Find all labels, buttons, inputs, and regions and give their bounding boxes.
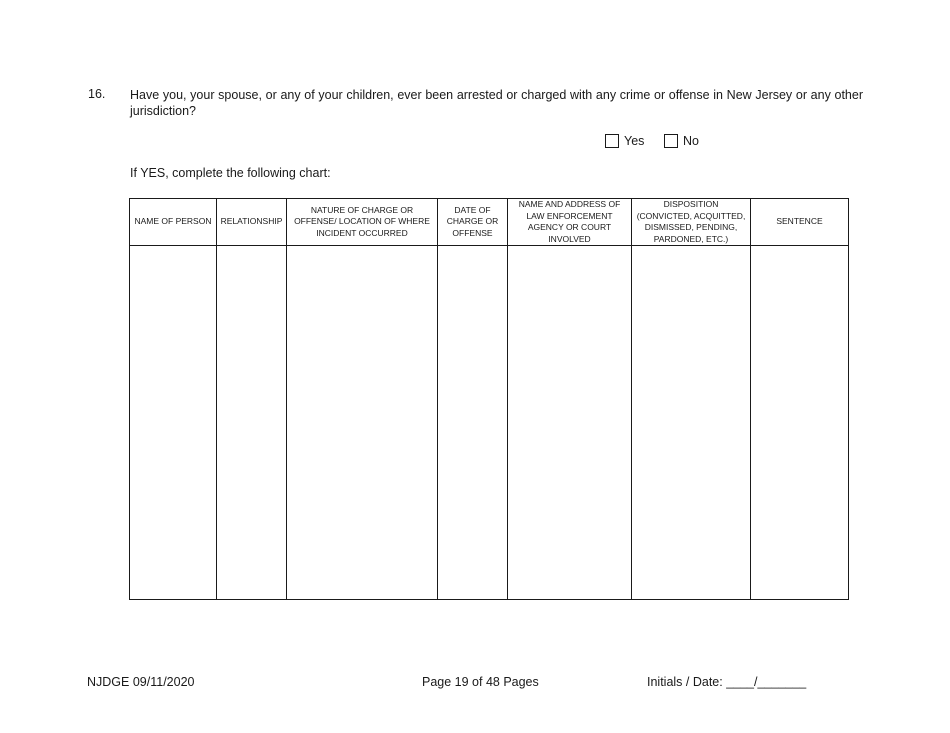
no-label: No (683, 134, 699, 148)
yes-label: Yes (624, 134, 645, 148)
footer-page-number: Page 19 of 48 Pages (422, 675, 539, 689)
no-choice[interactable] (664, 134, 699, 148)
header-law-enforcement-agency: NAME AND ADDRESS OF LAW ENFORCEMENT AGENCY OR COURT INVOLVED (508, 199, 632, 246)
yes-checkbox[interactable] (605, 134, 619, 148)
table-header-row (130, 199, 849, 246)
no-checkbox[interactable] (664, 134, 678, 148)
yes-choice[interactable] (605, 134, 644, 148)
cell-date-of-charge[interactable] (438, 246, 508, 600)
footer-initials-date: Initials / Date: ____/_______ (647, 675, 807, 689)
question-number: 16. (88, 87, 106, 101)
cell-law-enforcement-agency[interactable] (508, 246, 632, 600)
header-disposition: DISPOSITION (CONVICTED, ACQUITTED, DISMISSED, PENDING, PARDONED, ETC.) (632, 199, 751, 246)
question-text: Have you, your spouse, or any of your children, ever been arrested or charged with any crime or offense in New Jersey or any other jurisdiction? (130, 88, 863, 118)
cell-relationship[interactable] (217, 246, 287, 600)
header-nature-of-charge: NATURE OF CHARGE OR OFFENSE/ LOCATION OF WHERE INCIDENT OCCURRED (287, 199, 438, 246)
header-relationship: RELATIONSHIP (217, 199, 287, 246)
cell-name-of-person[interactable] (130, 246, 217, 600)
header-date-of-charge: DATE OF CHARGE OR OFFENSE (438, 199, 508, 246)
footer-form-id: NJDGE 09/11/2020 (87, 675, 195, 689)
header-name-of-person: NAME OF PERSON (130, 199, 217, 246)
cell-sentence[interactable] (751, 246, 849, 600)
header-sentence: SENTENCE (751, 199, 849, 246)
cell-disposition[interactable] (632, 246, 751, 600)
table-row (130, 246, 849, 600)
instruction-text: If YES, complete the following chart: (130, 166, 331, 180)
cell-nature-of-charge[interactable] (287, 246, 438, 600)
arrest-chart-table (129, 198, 849, 600)
